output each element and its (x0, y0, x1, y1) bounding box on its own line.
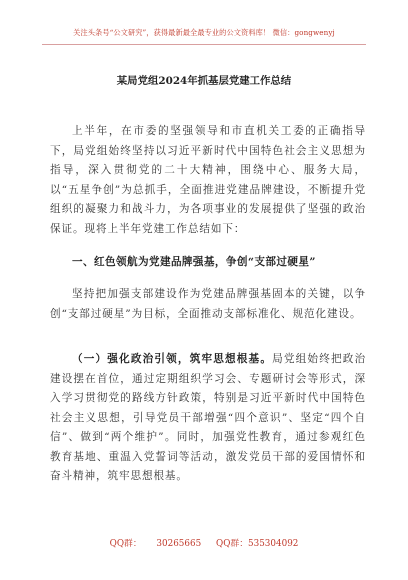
intro-paragraph: 上半年，在市委的坚强领导和市直机关工委的正确指导下，局党组始终坚持以习近平新时代中国特色社会主义思想为指导，深入贯彻党的二十大精神，围绕中心、服务大局，以“五星争创”为总抓手，全面推进党建品牌建设，不断提升党组织的凝聚力和战斗力，为各项事业的发展提供了坚强的政治保证。现将上半年党建工作总结如下： (50, 125, 366, 235)
footer-contact: QQ群： 30265665 QQ群：535304092 (109, 539, 299, 549)
header-banner: 关注头条号“公文研究”，获得最新最全最专业的公文资料库！ 微信：gongwenyj (73, 28, 335, 37)
subsection-paragraph (50, 350, 366, 487)
subsection-heading: （一）强化政治引领，筑牢思想根基。 (72, 353, 273, 365)
section-heading-1: 一、红色领航为党建品牌强基，争创“支部过硬星” (72, 256, 316, 268)
subsection-body: 局党组始终把政治建设摆在首位，通过定期组织学习会、专题研讨会等形式，深入学习贯彻党的路线方针政策，特别是习近平新时代中国特色社会主义思想，引导党员干部增强“四个意识”、坚定“四个自信”、做到“两个维护”。同时，加强党性教育，通过参观红色教育基地、重温入党誓词等活动，激发党员干部的爱国情怀和奋斗精神，筑牢思想根基。 (50, 353, 366, 482)
header-divider (42, 44, 366, 45)
section-paragraph: 坚持把加强支部建设作为党建品牌强基固本的关键，以争创“支部过硬星”为目标，全面推动支部标准化、规范化建设。 (50, 288, 366, 320)
document-title: 某局党组2024年抓基层党建工作总结 (116, 75, 292, 87)
